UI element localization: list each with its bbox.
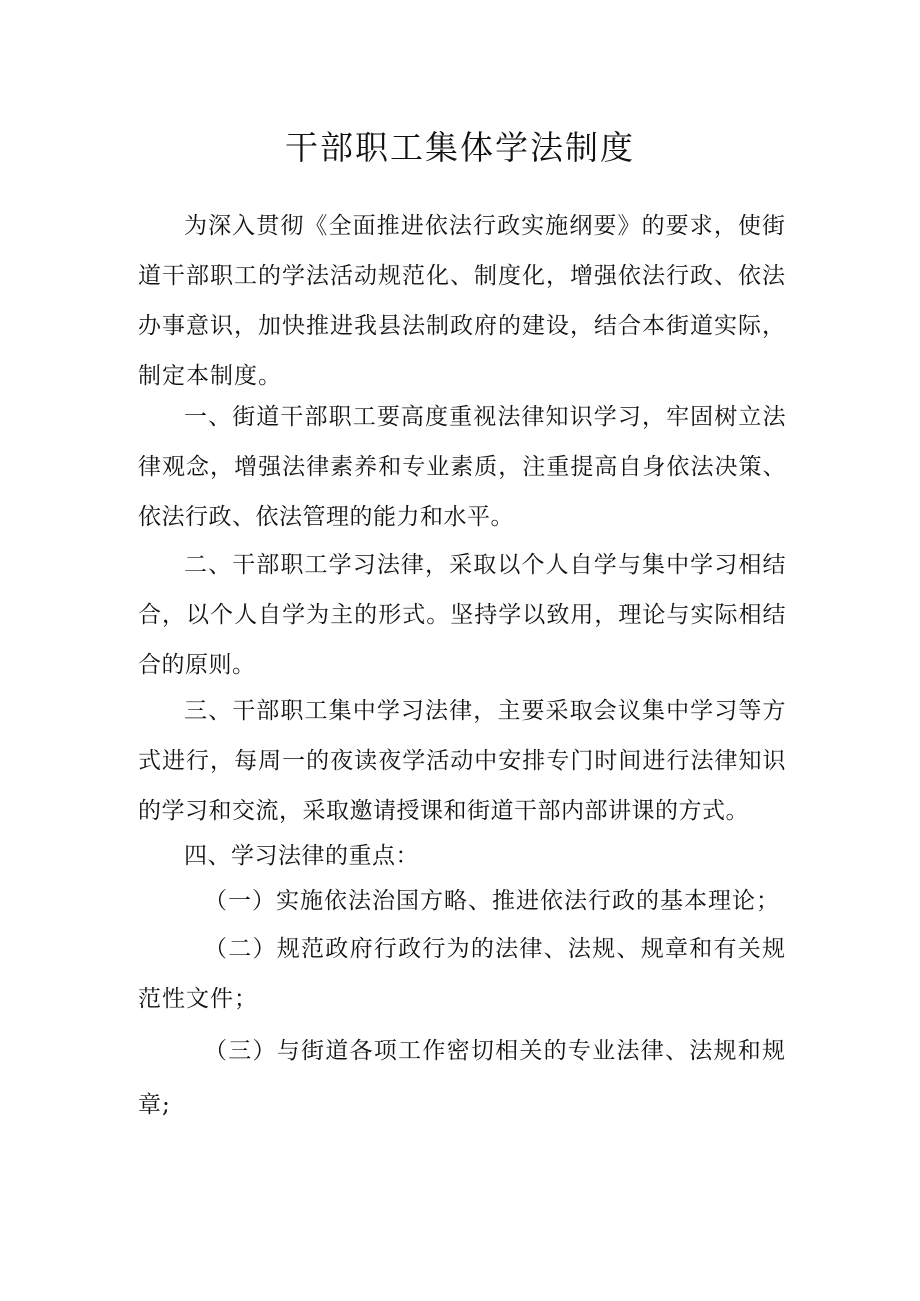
document-title: 干部职工集体学法制度 <box>285 128 635 167</box>
article-three-paragraph: 三、干部职工集中学习法律，主要采取会议集中学习等方式进行，每周一的夜读夜学活动中安排专门时间进行法律知识的学习和交流，采取邀请授课和街道干部内部讲课的方式。 <box>138 698 786 824</box>
article-one-paragraph: 一、街道干部职工要高度重视法律知识学习，牢固树立法律观念，增强法律素养和专业素质，注重提高自身依法决策、依法行政、依法管理的能力和水平。 <box>138 404 786 530</box>
article-four-heading: 四、学习法律的重点： <box>184 843 419 869</box>
article-two-paragraph: 二、干部职工学习法律，采取以个人自学与集中学习相结合，以个人自学为主的形式。坚持学以致用，理论与实际相结合的原则。 <box>138 552 786 678</box>
study-point-3: （三）与街道各项工作密切相关的专业法律、法规和规章; <box>138 1038 786 1118</box>
intro-paragraph: 为深入贯彻《全面推进依法行政实施纲要》的要求，使街道干部职工的学法活动规范化、制度化，增强依法行政、依法办事意识，加快推进我县法制政府的建设，结合本街道实际，制定本制度。 <box>138 213 786 389</box>
study-point-1: （一）实施依法治国方略、推进依法行政的基本理论； <box>204 888 780 914</box>
study-point-2: （二）规范政府行政行为的法律、法规、规章和有关规范性文件； <box>138 936 786 1012</box>
